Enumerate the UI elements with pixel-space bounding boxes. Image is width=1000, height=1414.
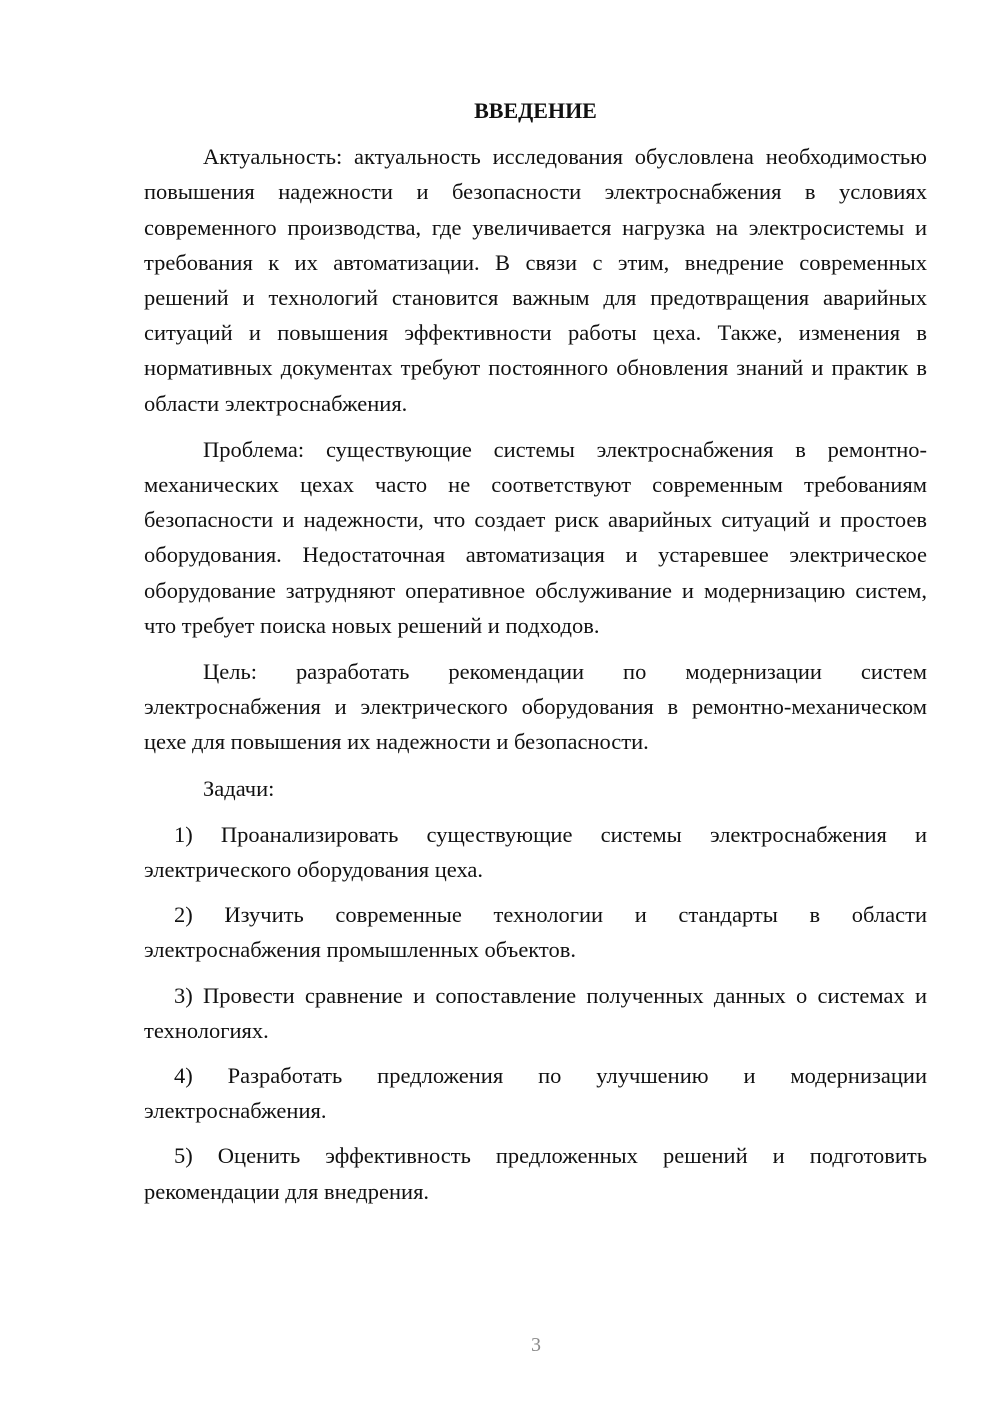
list-item: 4) Разработать предложения по улучшению и модернизации электроснабжения. [144,1063,927,1124]
paragraph-goal: Цель: разработать рекомендации по модернизации систем электроснабжения и электрического оборудования в ремонтно-механическом цехе для повышения их надежности и безопасности. [144,659,927,755]
list-item: 3) Провести сравнение и сопоставление полученных данных о системах и технологиях. [144,982,927,1043]
list-item: 1) Проанализировать существующие системы электроснабжения и электрического оборудования цеха. [144,821,927,883]
list-item: 2) Изучить современные технологии и стандарты в области электроснабжения промышленных объектов. [144,902,927,963]
paragraph-problem: Проблема: существующие системы электроснабжения в ремонтно-механических цехах часто не соответствуют современным требованиям безопасности и надежности, что создает риск аварийных ситуаций и простоев оборудования. Недостаточная автоматизация и устаревшее электрическое оборудование затрудняют оперативное обслуживание и модернизацию систем, что требует поиска новых решений и подходов. [144,436,927,638]
tasks-label: Задачи: [203,775,275,801]
page-heading: ВВЕДЕНИЕ [474,98,597,123]
page-content [144,93,927,1219]
list-item: 5) Оценить эффективность предложенных решений и подготовить рекомендации для внедрения. [144,1143,927,1204]
tasks-list [144,817,927,1209]
paragraph-relevance: Актуальность: актуальность исследования обусловлена необходимостью повышения надежности и безопасности электроснабжения в условиях современного производства, где увеличивается нагрузка на электросистемы и требования к их автоматизации. В связи с этим, внедрение современных решений и технологий становится важным для предотвращения аварийных ситуаций и повышения эффективности работы цеха. Также, изменения в нормативных документах требуют постоянного обновления знаний и практик в области электроснабжения. [144,144,927,416]
page-number: 3 [531,1334,541,1356]
